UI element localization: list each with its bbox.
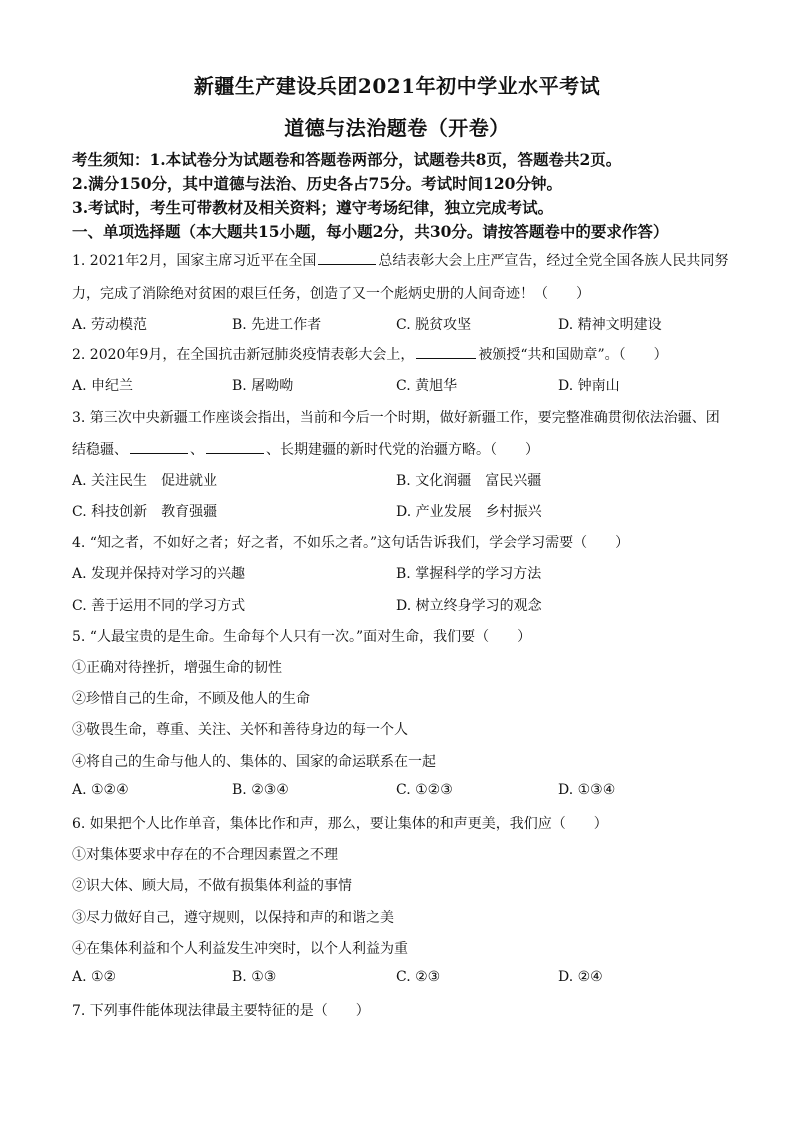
q6-option-c[interactable]: C. ②③ [396,969,441,985]
q1-option-a[interactable]: A. 劳动模范 [72,317,148,333]
q2-option-b[interactable]: B. 屠呦呦 [232,378,294,394]
q5-item: ④将自己的生命与他人的、集体的、国家的命运联系在一起 [72,754,436,770]
q3-option-c[interactable]: C. 科技创新 教育强疆 [72,504,218,520]
q3-text-c: 、长期建疆的新时代党的治疆方略。（ ） [266,442,539,458]
question-2 [72,344,732,364]
q2-text-a: 2. 2020年9月，在全国抗击新冠肺炎疫情表彰大会上， [72,347,415,363]
q5-option-d[interactable]: D. ①③④ [558,782,616,798]
question-4: 4. “知之者，不如好之者；好之者，不如乐之者。”这句话告诉我们，学会学习需要（ ） [72,535,630,551]
q1-text-b: 总结表彰大会上庄严宣告，经过全党全国各族人民共同努 [378,253,729,269]
q3-blank-2 [206,439,264,454]
q1-option-d[interactable]: D. 精神文明建设 [558,317,662,333]
q3-option-b[interactable]: B. 文化润疆 富民兴疆 [396,473,542,489]
q1-text-a: 1. 2021年2月，国家主席习近平在全国 [72,253,317,269]
q4-option-b[interactable]: B. 掌握科学的学习方法 [396,566,542,582]
notice-line-1: 考生须知：1.本试卷分为试题卷和答题卷两部分，试题卷共8页，答题卷共2页。 [72,150,622,169]
q6-item: ③尽力做好自己，遵守规则，以保持和声的和谐之美 [72,910,394,926]
q6-item: ④在集体利益和个人利益发生冲突时，以个人利益为重 [72,941,408,957]
q5-option-c[interactable]: C. ①②③ [396,782,453,798]
q2-blank [416,344,476,359]
q6-option-d[interactable]: D. ②④ [558,969,603,985]
notice-line-3: 3.考试时，考生可带教材及相关资料；遵守考场纪律，独立完成考试。 [72,198,554,217]
q6-option-a[interactable]: A. ①② [72,969,117,985]
q5-option-b[interactable]: B. ②③④ [232,782,289,798]
q2-option-a[interactable]: A. 申纪兰 [72,378,134,394]
q3-blank-1 [130,439,188,454]
q5-option-a[interactable]: A. ①②④ [72,782,129,798]
q5-item: ③敬畏生命，尊重、关注、关怀和善待身边的每一个人 [72,722,408,738]
q3-text-a: 结稳疆、 [72,442,128,458]
question-6: 6. 如果把个人比作单音，集体比作和声，那么，要让集体的和声更美，我们应（ ） [72,816,608,832]
question-3-line-1: 3. 第三次中央新疆工作座谈会指出，当前和今后一个时期，做好新疆工作，要完整准确贯彻依法治疆、团 [72,410,720,426]
q6-item: ①对集体要求中存在的不合理因素置之不理 [72,847,338,863]
q4-option-c[interactable]: C. 善于运用不同的学习方式 [72,598,246,614]
q3-option-d[interactable]: D. 产业发展 乡村振兴 [396,504,542,520]
q5-item: ①正确对待挫折，增强生命的韧性 [72,660,282,676]
q3-option-a[interactable]: A. 关注民生 促进就业 [72,473,218,489]
q2-option-c[interactable]: C. 黄旭华 [396,378,458,394]
q5-item: ②珍惜自己的生命，不顾及他人的生命 [72,691,310,707]
q3-text-b: 、 [190,442,204,458]
exam-title: 新疆生产建设兵团2021年初中学业水平考试 [193,74,601,98]
question-7: 7. 下列事件能体现法律最主要特征的是（ ） [72,1003,370,1019]
question-1-line-1 [72,250,732,270]
q6-option-b[interactable]: B. ①③ [232,969,277,985]
question-5: 5. “人最宝贵的是生命。生命每个人只有一次。”面对生命，我们要（ ） [72,629,532,645]
q2-option-d[interactable]: D. 钟南山 [558,378,620,394]
q4-option-d[interactable]: D. 树立终身学习的观念 [396,598,542,614]
notice-line-2: 2.满分150分，其中道德与法治、历史各占75分。考试时间120分钟。 [72,174,562,193]
question-3-line-2 [72,439,732,459]
q6-item: ②识大体、顾大局，不做有损集体利益的事情 [72,878,352,894]
section-title: 一、单项选择题（本大题共15小题，每小题2分，共30分。请按答题卷中的要求作答） [72,222,669,241]
q1-blank [318,250,376,265]
q2-text-b: 被颁授“共和国勋章”。（ ） [478,347,668,363]
q1-option-b[interactable]: B. 先进工作者 [232,317,322,333]
q4-option-a[interactable]: A. 发现并保持对学习的兴趣 [72,566,246,582]
question-1-line-2: 力，完成了消除绝对贫困的艰巨任务，创造了又一个彪炳史册的人间奇迹！（ ） [72,286,590,302]
q1-option-c[interactable]: C. 脱贫攻坚 [396,317,472,333]
exam-subtitle: 道德与法治题卷（开卷） [284,116,510,140]
